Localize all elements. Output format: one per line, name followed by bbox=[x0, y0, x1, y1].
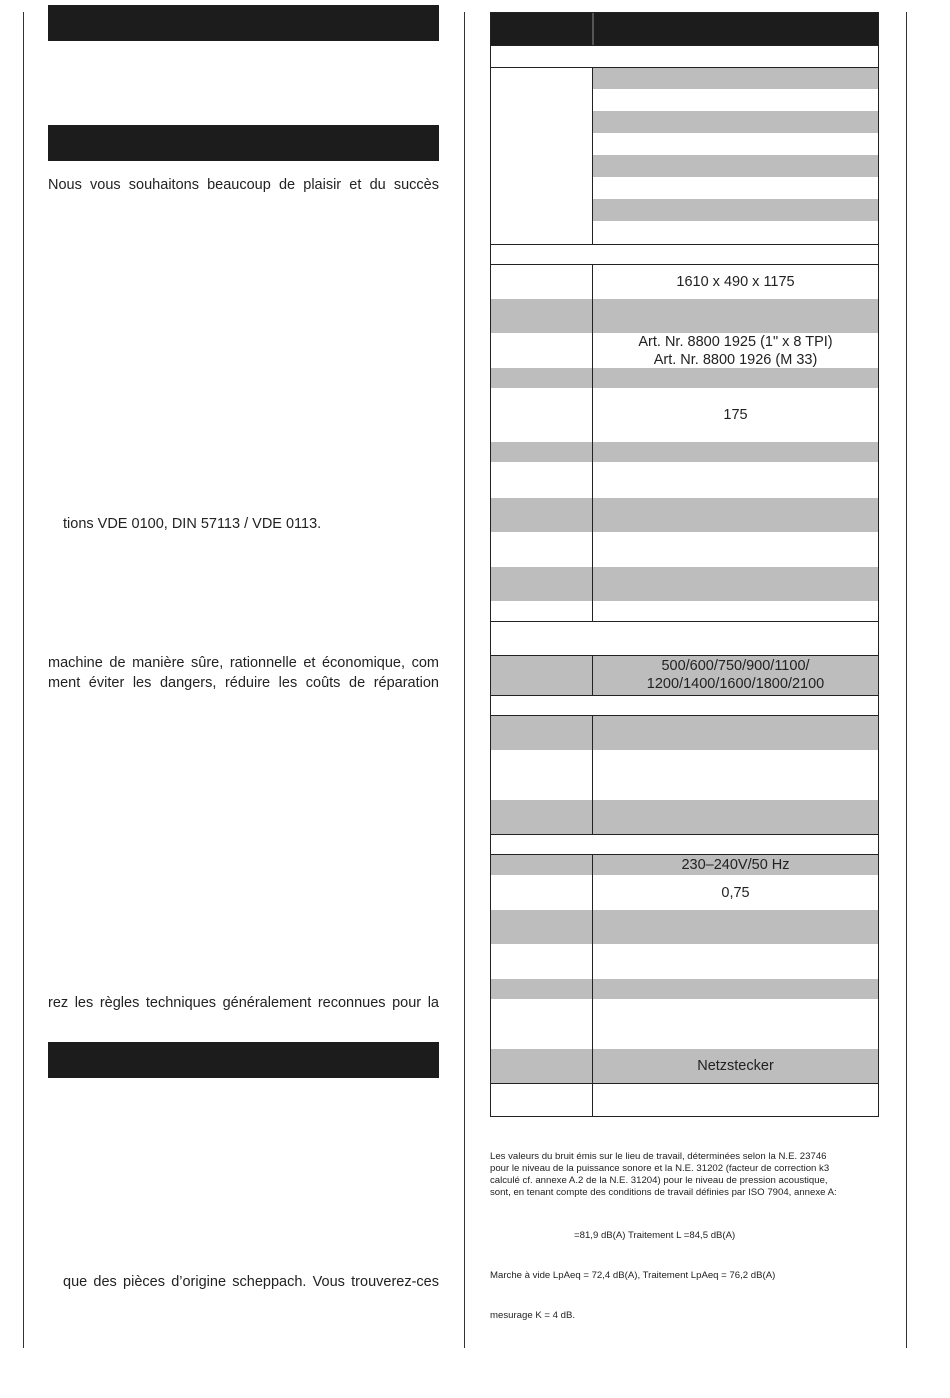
noise-note-line: Les valeurs du bruit émis sur le lieu de travail, déterminées selon la N.E. 23746 bbox=[490, 1151, 827, 1162]
noise-note-line: calculé cf. annexe A.2 de la N.E. 31204) pour le niveau de pression acoustique, bbox=[490, 1175, 828, 1186]
table-header-divider bbox=[592, 13, 594, 45]
shaded-cell bbox=[593, 111, 878, 133]
list-item-continuation: tions VDE 0100, DIN 57113 / VDE 0113. bbox=[63, 516, 322, 532]
shaded-row bbox=[491, 979, 878, 999]
paragraph-line: ment éviter les dangers, réduire les coûts de réparation bbox=[48, 675, 439, 691]
table-rule bbox=[491, 67, 878, 68]
shaded-row bbox=[491, 716, 878, 750]
section-header-bar-2 bbox=[48, 125, 439, 161]
article-number-2: Art. Nr. 8800 1926 (M 33) bbox=[653, 352, 818, 368]
intro-text: Nous vous souhaitons beaucoup de plaisir et du succès bbox=[48, 177, 439, 193]
shaded-row bbox=[491, 567, 878, 601]
shaded-row bbox=[491, 368, 878, 388]
dimensions-value: 1610 x 490 x 1175 bbox=[676, 274, 795, 290]
table-rule bbox=[491, 1083, 878, 1084]
shaded-row bbox=[491, 442, 878, 462]
noise-note-line: pour le niveau de la puissance sonore et la N.E. 31202 (facteur de correction k3 bbox=[490, 1163, 830, 1174]
left-margin-rule bbox=[23, 12, 24, 1348]
value-175: 175 bbox=[723, 407, 748, 423]
table-rule bbox=[491, 621, 878, 622]
paragraph-line: machine de manière sûre, rationnelle et économique, com bbox=[48, 655, 439, 671]
table-rule bbox=[491, 715, 878, 716]
speeds-line-1: 500/600/750/900/1100/ bbox=[661, 658, 810, 674]
rules-line: rez les règles techniques généralement reconnues pour la bbox=[48, 995, 439, 1011]
column-divider-rule bbox=[464, 12, 465, 1348]
column-separator bbox=[592, 264, 593, 621]
noise-note-line: mesurage K = 4 dB. bbox=[490, 1310, 576, 1321]
noise-note-line: =81,9 dB(A) Traitement L =84,5 dB(A) bbox=[574, 1230, 736, 1241]
table-rule bbox=[491, 655, 878, 656]
table-rule bbox=[491, 45, 878, 46]
shaded-row bbox=[491, 800, 878, 834]
table-rule bbox=[491, 264, 878, 265]
table-header bbox=[491, 13, 878, 45]
section-header-bar-1 bbox=[48, 5, 439, 41]
table-rule bbox=[491, 854, 878, 855]
shaded-cell bbox=[593, 155, 878, 177]
noise-note-line: sont, en tenant compte des conditions de travail définies par ISO 7904, annexe A: bbox=[490, 1187, 837, 1198]
shaded-cell bbox=[593, 68, 878, 89]
shaded-row bbox=[491, 498, 878, 532]
table-rule bbox=[491, 695, 878, 696]
section-header-bar-3 bbox=[48, 1042, 439, 1078]
speeds-line-2: 1200/1400/1600/1800/2100 bbox=[646, 676, 825, 692]
voltage-value: 230–240V/50 Hz bbox=[681, 857, 790, 873]
column-separator bbox=[592, 67, 593, 244]
column-separator bbox=[592, 715, 593, 834]
list-item-continuation: que des pièces d’origine scheppach. Vous trouverez-ces bbox=[63, 1274, 439, 1290]
article-number-1: Art. Nr. 8800 1925 (1" x 8 TPI) bbox=[638, 334, 833, 350]
power-value: 0,75 bbox=[721, 885, 750, 901]
spec-table bbox=[490, 12, 879, 1117]
right-margin-rule bbox=[906, 12, 907, 1348]
shaded-cell bbox=[593, 199, 878, 221]
table-rule bbox=[491, 834, 878, 835]
shaded-row bbox=[491, 910, 878, 944]
shaded-row bbox=[491, 299, 878, 333]
plug-value: Netzstecker bbox=[697, 1058, 774, 1074]
noise-note-line: Marche à vide LpAeq = 72,4 dB(A), Traitement LpAeq = 76,2 dB(A) bbox=[490, 1270, 776, 1281]
table-rule bbox=[491, 244, 878, 245]
